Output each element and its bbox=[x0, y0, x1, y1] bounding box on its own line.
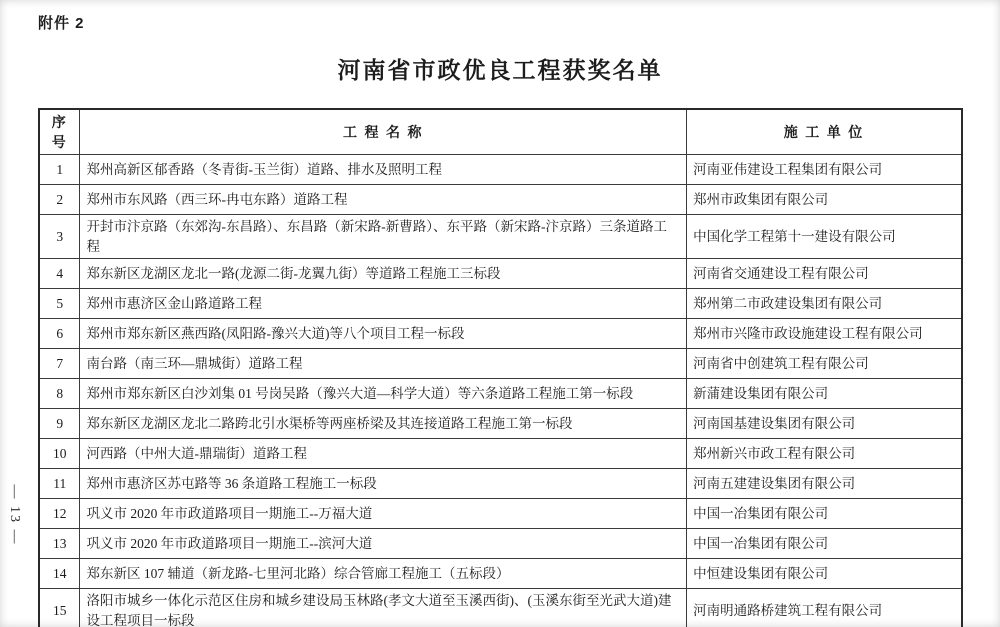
row-contractor: 河南亚伟建设工程集团有限公司 bbox=[687, 155, 962, 185]
row-contractor: 河南五建建设集团有限公司 bbox=[687, 469, 962, 499]
row-index: 6 bbox=[39, 319, 80, 349]
row-index: 12 bbox=[39, 499, 80, 529]
row-project-name: 巩义市 2020 年市政道路项目一期施工--万福大道 bbox=[80, 499, 687, 529]
row-contractor: 郑州市政集团有限公司 bbox=[687, 185, 962, 215]
row-index: 9 bbox=[39, 409, 80, 439]
table-row bbox=[39, 319, 962, 349]
award-table bbox=[38, 108, 963, 627]
row-contractor: 郑州第二市政建设集团有限公司 bbox=[687, 289, 962, 319]
table-row bbox=[39, 215, 962, 259]
row-contractor: 河南国基建设集团有限公司 bbox=[687, 409, 962, 439]
table-header-row bbox=[39, 109, 962, 155]
row-project-name: 郑东新区龙湖区龙北二路跨北引水渠桥等两座桥梁及其连接道路工程施工第一标段 bbox=[80, 409, 687, 439]
row-contractor: 中恒建设集团有限公司 bbox=[687, 559, 962, 589]
page-number: — 13 — bbox=[7, 484, 22, 546]
row-project-name: 郑州市郑东新区燕西路(凤阳路-豫兴大道)等八个项目工程一标段 bbox=[80, 319, 687, 349]
page-title: 河南省市政优良工程获奖名单 bbox=[337, 57, 663, 83]
row-index: 8 bbox=[39, 379, 80, 409]
header-project-name: 工 程 名 称 bbox=[80, 109, 687, 155]
row-index: 14 bbox=[39, 559, 80, 589]
row-project-name: 郑东新区龙湖区龙北一路(龙源二街-龙翼九街）等道路工程施工三标段 bbox=[80, 259, 687, 289]
table-row bbox=[39, 185, 962, 215]
table-row bbox=[39, 499, 962, 529]
table-row bbox=[39, 529, 962, 559]
row-contractor: 中国一冶集团有限公司 bbox=[687, 499, 962, 529]
row-contractor: 新蒲建设集团有限公司 bbox=[687, 379, 962, 409]
row-project-name: 郑州市惠济区苏屯路等 36 条道路工程施工一标段 bbox=[80, 469, 687, 499]
row-project-name: 开封市汴京路（东郊沟-东昌路）、东昌路（新宋路-新曹路）、东平路（新宋路-汴京路）三条道路工程 bbox=[80, 215, 687, 259]
row-contractor: 郑州新兴市政工程有限公司 bbox=[687, 439, 962, 469]
row-index: 15 bbox=[39, 589, 80, 627]
row-project-name: 南台路（南三环—鼎城街）道路工程 bbox=[80, 349, 687, 379]
table-row bbox=[39, 155, 962, 185]
row-index: 13 bbox=[39, 529, 80, 559]
row-project-name: 巩义市 2020 年市政道路项目一期施工--滨河大道 bbox=[80, 529, 687, 559]
row-contractor: 中国一冶集团有限公司 bbox=[687, 529, 962, 559]
row-project-name: 郑州市东风路（西三环-冉屯东路）道路工程 bbox=[80, 185, 687, 215]
table-row bbox=[39, 409, 962, 439]
row-index: 3 bbox=[39, 215, 80, 259]
row-contractor: 河南明通路桥建筑工程有限公司 bbox=[687, 589, 962, 627]
attachment-label: 附件 2 bbox=[38, 15, 85, 32]
row-contractor: 中国化学工程第十一建设有限公司 bbox=[687, 215, 962, 259]
row-project-name: 河西路（中州大道-鼎瑞街）道路工程 bbox=[80, 439, 687, 469]
header-contractor: 施 工 单 位 bbox=[687, 109, 962, 155]
row-project-name: 洛阳市城乡一体化示范区住房和城乡建设局玉林路(孝文大道至玉溪西街)、(玉溪东街至光武大道)建设工程项目一标段 bbox=[80, 589, 687, 627]
row-index: 1 bbox=[39, 155, 80, 185]
row-project-name: 郑州市惠济区金山路道路工程 bbox=[80, 289, 687, 319]
row-project-name: 郑东新区 107 辅道（新龙路-七里河北路）综合管廊工程施工（五标段） bbox=[80, 559, 687, 589]
row-index: 4 bbox=[39, 259, 80, 289]
table-row bbox=[39, 559, 962, 589]
table-row bbox=[39, 589, 962, 627]
header-index: 序号 bbox=[39, 109, 80, 155]
row-index: 5 bbox=[39, 289, 80, 319]
table-body bbox=[39, 155, 962, 627]
table-row bbox=[39, 469, 962, 499]
row-project-name: 郑州市郑东新区白沙刘集 01 号岗吴路（豫兴大道—科学大道）等六条道路工程施工第一标段 bbox=[80, 379, 687, 409]
table-row bbox=[39, 379, 962, 409]
table-row bbox=[39, 289, 962, 319]
row-index: 2 bbox=[39, 185, 80, 215]
table-row bbox=[39, 349, 962, 379]
row-index: 11 bbox=[39, 469, 80, 499]
row-contractor: 河南省交通建设工程有限公司 bbox=[687, 259, 962, 289]
table-row bbox=[39, 259, 962, 289]
table-row bbox=[39, 439, 962, 469]
row-contractor: 郑州市兴隆市政设施建设工程有限公司 bbox=[687, 319, 962, 349]
row-index: 7 bbox=[39, 349, 80, 379]
row-project-name: 郑州高新区郁香路（冬青街-玉兰街）道路、排水及照明工程 bbox=[80, 155, 687, 185]
row-index: 10 bbox=[39, 439, 80, 469]
row-contractor: 河南省中创建筑工程有限公司 bbox=[687, 349, 962, 379]
